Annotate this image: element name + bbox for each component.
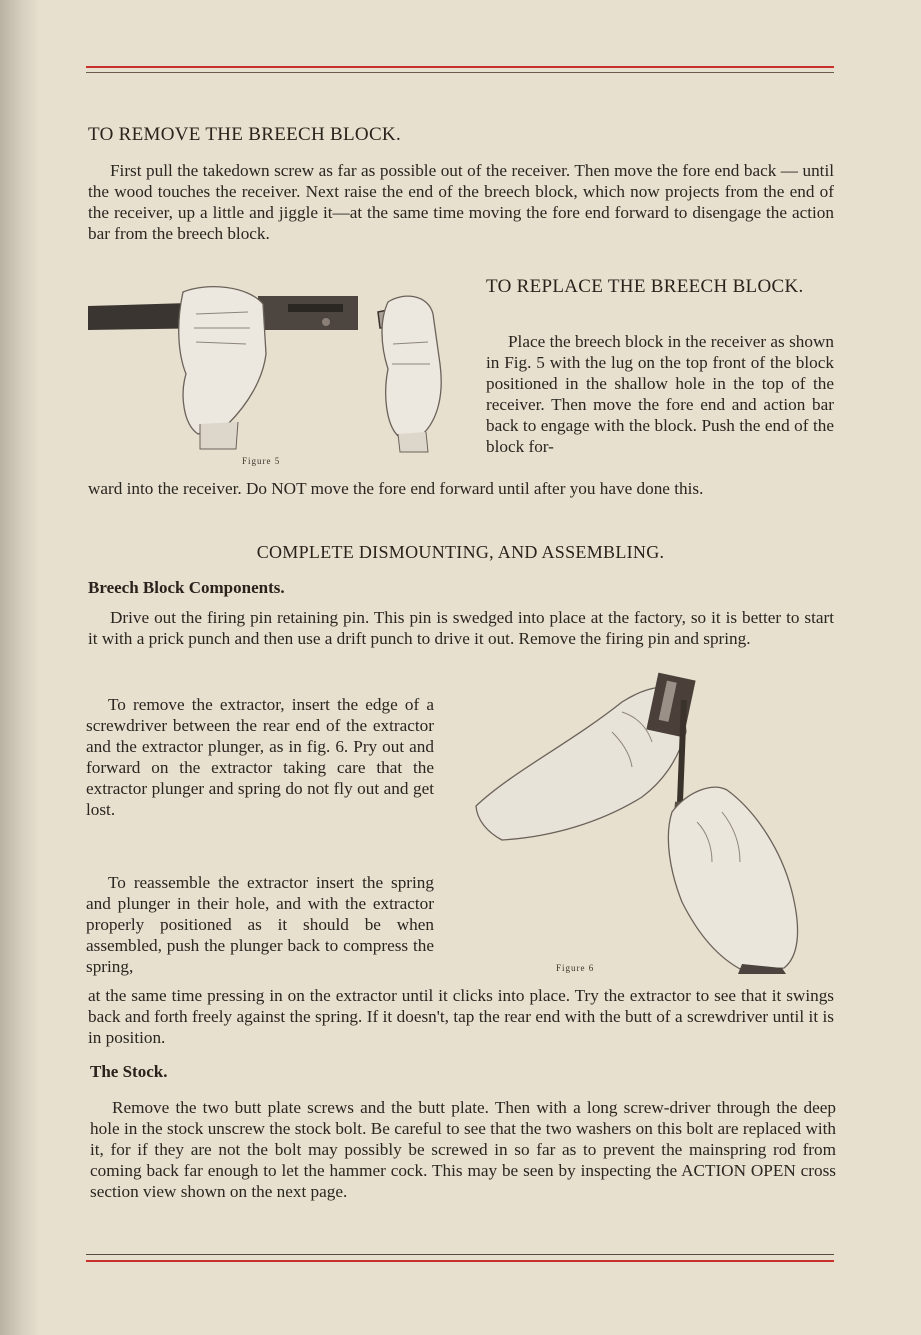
figure-5-caption: Figure 5: [242, 456, 281, 466]
figure-5-hands-breech-block: [88, 284, 456, 454]
top-rule-dark: [86, 72, 834, 73]
paragraph-remove-breech-block: First pull the takedown screw as far as possible out of the receiver. Then move the fore end back — until the wood touches the receiver. Next raise the end of the breech block, which now projects from the end of the receiver, up a little and jiggle it—at the same time moving the fore end forward to disengage the action bar from the breech block.: [88, 161, 834, 243]
paragraph-the-stock: Remove the two butt plate screws and the butt plate. Then with a long screw-driver through the deep hole in the stock unscrew the stock bolt. Be careful to see that the two washers on this bolt are replaced with it, for if they are not the bolt may possibly be screwed in so far as to prevent the mainspring rod from coming back far enough to let the hammer cock. This may be seen by inspecting the ACTION OPEN cross section view shown on the next page.: [90, 1098, 836, 1201]
page-edge-shadow: [0, 0, 40, 1335]
figure-6-caption: Figure 6: [556, 963, 595, 973]
paragraph-replace-breech-block-full: ward into the receiver. Do NOT move the fore end forward until after you have done this.: [88, 479, 704, 498]
heading-remove-breech-block: TO REMOVE THE BREECH BLOCK.: [88, 124, 401, 145]
top-rule-red: [86, 66, 834, 68]
figure-6-screwdriver-extractor: [472, 672, 836, 974]
subheading-breech-block-components: Breech Block Components.: [88, 578, 285, 597]
bottom-rule-red: [86, 1260, 834, 1262]
paragraph-remove-extractor: To remove the extractor, insert the edge of a screwdriver between the rear end of the extractor and the extractor plunger, as in fig. 6. Pry out and forward on the extractor taking care that the extractor plunger and spring do not fly out and get lost.: [86, 695, 434, 819]
paragraph-replace-breech-block-side: Place the breech block in the receiver as shown in Fig. 5 with the lug on the top front of the block positioned in the shallow hole in the top of the receiver. Then move the fore end and action bar back to engage with the block. Push the end of the block for-: [486, 332, 834, 456]
subheading-the-stock: The Stock.: [90, 1062, 168, 1081]
paragraph-reassemble-extractor-full: at the same time pressing in on the extractor until it clicks into place. Try the extractor to see that it swings back and forth freely against the spring. If it doesn't, tap the rear end with the butt of a screwdriver until it is in position.: [88, 986, 834, 1047]
heading-replace-breech-block: TO REPLACE THE BREECH BLOCK.: [486, 276, 804, 297]
heading-complete-dismounting: COMPLETE DISMOUNTING, AND ASSEMBLING.: [256, 542, 665, 562]
paragraph-firing-pin: Drive out the firing pin retaining pin. This pin is swedged into place at the factory, so it is better to start it with a prick punch and then use a drift punch to drive it out. Remove the firing pin and spring.: [88, 608, 834, 648]
paragraph-reassemble-extractor-side: To reassemble the extractor insert the spring and plunger in their hole, and with the extractor properly positioned as it should be when assembled, push the plunger back to compress the spring,: [86, 873, 434, 976]
bottom-rule-dark: [86, 1254, 834, 1255]
